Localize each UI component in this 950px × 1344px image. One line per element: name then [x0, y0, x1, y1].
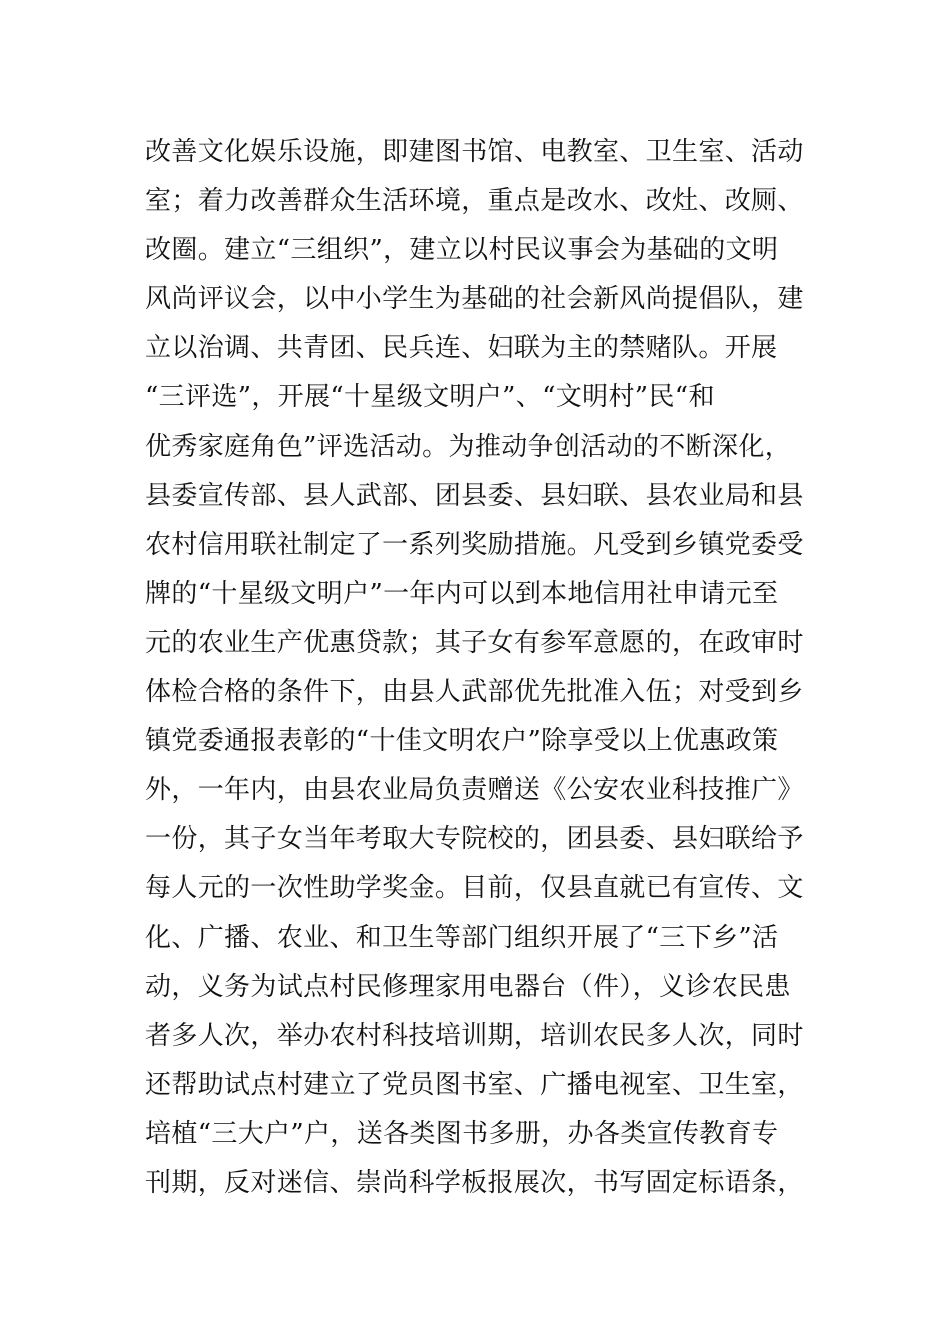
text-line: 改善文化娱乐设施，即建图书馆、电教室、卫生室、活动	[145, 137, 804, 167]
text-line: 还帮助试点村建立了党员图书室、广播电视室、卫生室，	[145, 1069, 804, 1100]
text-line: 每人元的一次性助学奖金。目前，仅县直就已有宣传、文	[145, 873, 804, 904]
text-line: 立以治调、共青团、民兵连、妇联为主的禁赌队。开展	[145, 333, 778, 364]
text-line: 动，义务为试点村民修理家用电器台（件），义诊农民患	[145, 971, 791, 1002]
text-line: 牌的“十星级文明户”一年内可以到本地信用社申请元至	[145, 578, 779, 609]
text-line: 刊期，反对迷信、崇尚科学板报展次，书写固定标语条，	[145, 1167, 804, 1198]
text-line: 室；着力改善群众生活环境，重点是改水、改灶、改厕、	[145, 186, 804, 217]
text-line: 化、广播、农业、和卫生等部门组织开展了“三下乡”活	[145, 922, 779, 953]
text-line: “三评选”，开展“十星级文明户”、“文明村”民“和	[145, 382, 715, 413]
body-paragraph	[145, 128, 815, 1208]
text-line: 一份，其子女当年考取大专院校的，团县委、县妇联给予	[145, 824, 804, 855]
text-line: 体检合格的条件下，由县人武部优先批准入伍；对受到乡	[145, 677, 804, 708]
text-line: 培植“三大户”户，送各类图书多册，办各类宣传教育专	[145, 1118, 779, 1149]
text-line: 县委宣传部、县人武部、团县委、县妇联、县农业局和县	[145, 480, 804, 511]
text-line: 镇党委通报表彰的“十佳文明农户”除享受以上优惠政策	[145, 726, 779, 757]
text-line: 风尚评议会，以中小学生为基础的社会新风尚提倡队，建	[145, 284, 804, 315]
text-line: 优秀家庭角色”评选活动。为推动争创活动的不断深化，	[145, 431, 792, 462]
text-line: 者多人次，举办农村科技培训期，培训农民多人次，同时	[145, 1020, 804, 1051]
text-line: 改圈。建立“三组织”，建立以村民议事会为基础的文明	[145, 235, 779, 266]
text-line: 农村信用联社制定了一系列奖励措施。凡受到乡镇党委受	[145, 529, 804, 560]
text-line: 外，一年内，由县农业局负责赠送《公安农业科技推广》	[145, 775, 804, 806]
text-line: 元的农业生产优惠贷款；其子女有参军意愿的，在政审时	[145, 627, 804, 658]
